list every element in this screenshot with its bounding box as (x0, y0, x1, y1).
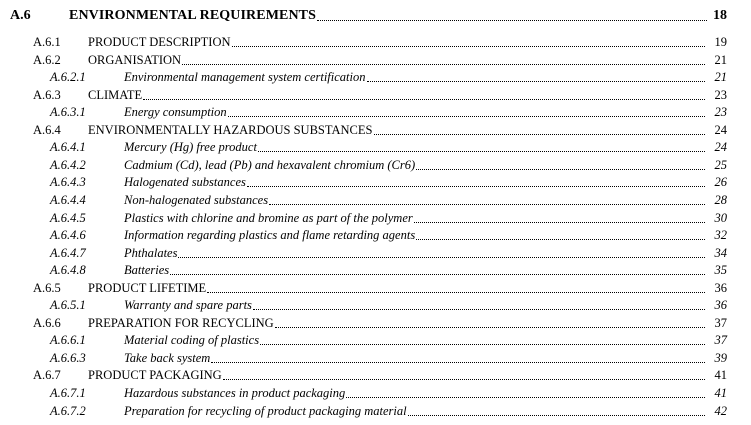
dot-leader (232, 46, 705, 47)
entry-number: A.6.5.1 (50, 298, 86, 313)
entry-page-number: 21 (705, 69, 727, 86)
dot-leader (416, 169, 705, 170)
entry-number: A.6.6.3 (50, 350, 86, 365)
toc-entry[interactable] (0, 350, 751, 367)
entry-number: A.6.7.1 (50, 386, 86, 400)
dot-leader (182, 64, 705, 65)
toc-entry[interactable] (0, 297, 751, 314)
toc-entry[interactable] (0, 139, 751, 156)
dot-leader (223, 379, 705, 380)
entry-page-number: 26 (705, 174, 727, 191)
entry-title: Warranty and spare parts (124, 298, 252, 313)
toc-entry[interactable] (0, 245, 751, 262)
entry-title: ENVIRONMENTALLY HAZARDOUS SUBSTANCES (88, 122, 373, 137)
dot-leader (416, 239, 705, 240)
page-number: 18 (707, 7, 727, 24)
entry-title: Energy consumption (124, 105, 227, 120)
entry-number: A.6.4 (33, 122, 61, 137)
toc-entry[interactable] (0, 104, 751, 121)
entry-number: A.6.4.8 (50, 263, 86, 278)
entry-title: Information regarding plastics and flame retarding agents (124, 228, 416, 243)
entry-title: PRODUCT LIFETIME (88, 280, 207, 295)
entry-title: PRODUCT DESCRIPTION (88, 35, 231, 49)
entry-title: Cadmium (Cd), lead (Pb) and hexavalent chromium (Cr6) (124, 157, 416, 172)
entry-title: PREPARATION FOR RECYCLING (88, 315, 274, 330)
dot-leader (260, 344, 705, 345)
entry-title: Environmental management system certification (124, 70, 366, 85)
entry-number: A.6.4.1 (50, 140, 86, 155)
entry-page-number: 39 (705, 350, 727, 367)
entry-page-number: 24 (705, 122, 727, 139)
toc-entry[interactable] (0, 34, 751, 51)
entry-title: CLIMATE (88, 87, 143, 102)
section-number: A.6 (10, 8, 31, 23)
toc-entry[interactable] (0, 385, 751, 402)
entry-number: A.6.4.6 (50, 228, 86, 243)
dot-leader (253, 309, 705, 310)
dot-leader (374, 134, 705, 135)
toc-entry[interactable] (0, 122, 751, 139)
toc-heading[interactable] (0, 7, 751, 24)
entry-title: Halogenated substances (124, 175, 246, 190)
entry-page-number: 35 (705, 262, 727, 279)
dot-leader (408, 415, 705, 416)
entry-title: Plastics with chlorine and bromine as part of the polymer (124, 210, 413, 225)
entry-page-number: 42 (705, 403, 727, 420)
entry-page-number: 41 (705, 385, 727, 402)
dot-leader (228, 116, 705, 117)
toc-entry[interactable] (0, 87, 751, 104)
entry-page-number: 32 (705, 227, 727, 244)
entry-page-number: 25 (705, 157, 727, 174)
entry-page-number: 28 (705, 192, 727, 209)
entry-title: PRODUCT PACKAGING (88, 368, 222, 383)
dot-leader (269, 204, 705, 205)
toc-entry[interactable] (0, 332, 751, 349)
dot-leader (247, 186, 705, 187)
dot-leader (170, 274, 705, 275)
entry-page-number: 36 (705, 280, 727, 297)
entry-number: A.6.7 (33, 368, 61, 383)
entry-number: A.6.6 (33, 315, 61, 330)
entry-page-number: 34 (705, 245, 727, 262)
entry-page-number: 30 (705, 210, 727, 227)
entry-page-number: 37 (705, 332, 727, 349)
entry-number: A.6.3 (33, 87, 61, 102)
toc-entry[interactable] (0, 262, 751, 279)
dot-leader (143, 99, 705, 100)
entry-number: A.6.2 (33, 52, 61, 67)
entry-page-number: 41 (705, 367, 727, 384)
entry-page-number: 23 (705, 87, 727, 104)
dot-leader (346, 397, 705, 398)
toc-entry[interactable] (0, 174, 751, 191)
toc-entry[interactable] (0, 280, 751, 297)
dot-leader (414, 222, 705, 223)
entry-number: A.6.2.1 (50, 70, 86, 85)
entry-number: A.6.1 (33, 35, 61, 49)
dot-leader (178, 257, 705, 258)
entry-page-number: 36 (705, 297, 727, 314)
toc-entry[interactable] (0, 227, 751, 244)
entry-page-number: 24 (705, 139, 727, 156)
entry-title: Non-halogenated substances (124, 193, 269, 207)
entry-title: Material coding of plastics (124, 333, 260, 348)
entry-page-number: 37 (705, 315, 727, 332)
toc-entry[interactable] (0, 367, 751, 384)
entry-number: A.6.4.3 (50, 175, 86, 190)
section-title: ENVIRONMENTAL REQUIREMENTS (69, 8, 316, 23)
toc-entry[interactable] (0, 157, 751, 174)
entry-title: Mercury (Hg) free product (124, 140, 257, 155)
dot-leader (258, 151, 705, 152)
dot-leader (317, 20, 707, 21)
toc-entry[interactable] (0, 315, 751, 332)
toc-entry[interactable] (0, 69, 751, 86)
entry-title: Take back system (124, 350, 211, 365)
entry-number: A.6.3.1 (50, 105, 86, 120)
entry-number: A.6.4.2 (50, 157, 86, 172)
entry-number: A.6.6.1 (50, 333, 86, 348)
toc-entry[interactable] (0, 192, 751, 209)
toc-entry[interactable] (0, 210, 751, 227)
entry-page-number: 21 (705, 52, 727, 69)
entry-page-number: 23 (705, 104, 727, 121)
toc-entry[interactable] (0, 52, 751, 69)
entry-title: ORGANISATION (88, 52, 182, 67)
entry-number: A.6.4.4 (50, 193, 86, 207)
toc-entry[interactable] (0, 403, 751, 420)
entry-title: Batteries (124, 263, 170, 278)
entry-title: Phthalates (124, 245, 178, 260)
entry-number: A.6.4.5 (50, 210, 86, 225)
entry-number: A.6.4.7 (50, 245, 86, 260)
entry-title: Hazardous substances in product packaging (124, 386, 346, 400)
entry-page-number: 19 (705, 34, 727, 51)
dot-leader (211, 362, 705, 363)
entry-number: A.6.7.2 (50, 403, 86, 418)
dot-leader (207, 292, 705, 293)
dot-leader (275, 327, 705, 328)
entry-number: A.6.5 (33, 280, 61, 295)
entry-title: Preparation for recycling of product packaging material (124, 403, 407, 418)
dot-leader (367, 81, 705, 82)
